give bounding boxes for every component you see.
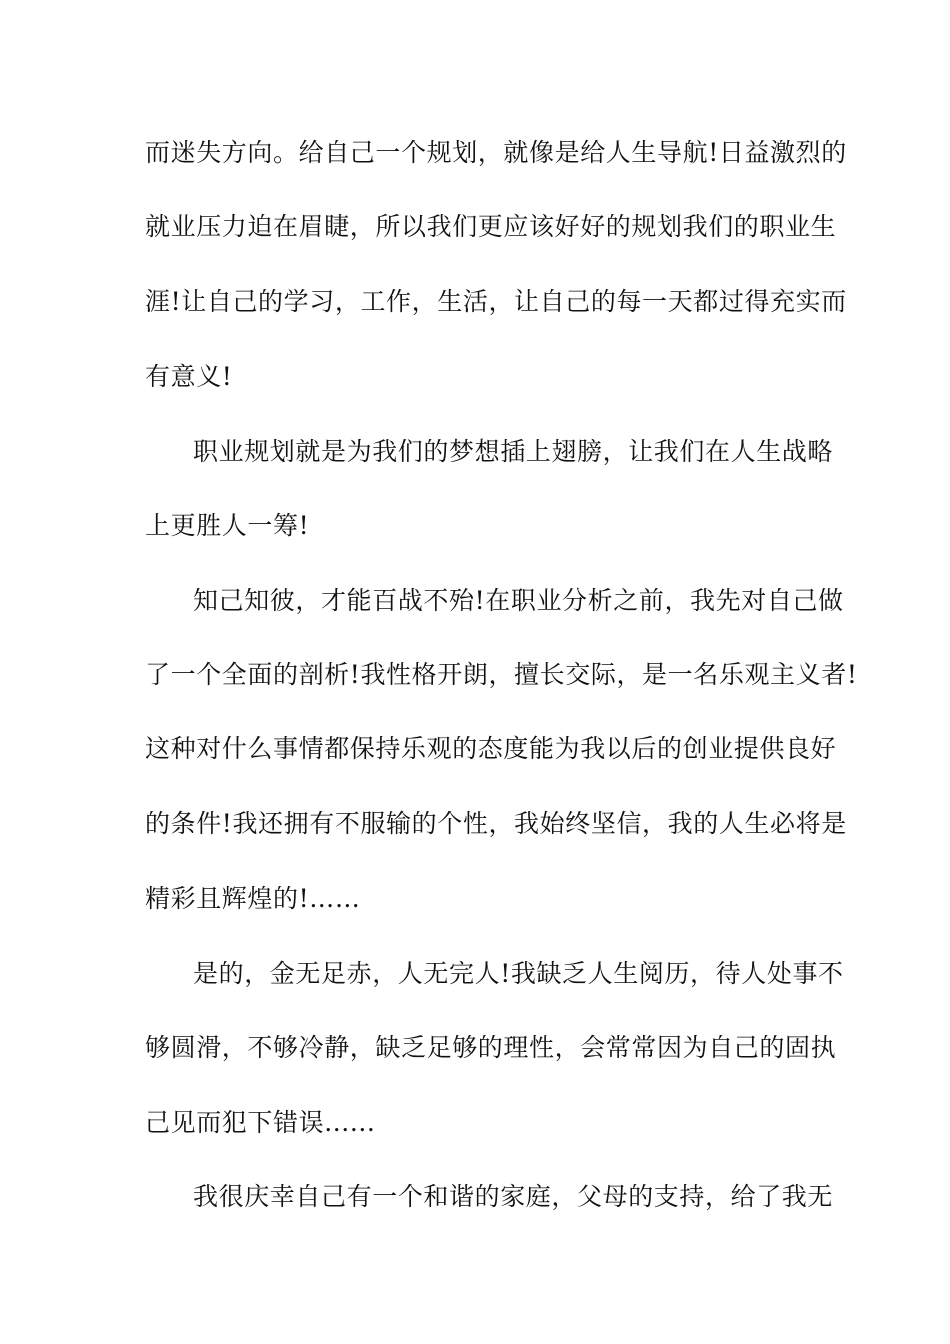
text-line: 这种对什么事情都保持乐观的态度能为我以后的创业提供良好 [145, 734, 837, 763]
text-line: 了一个全面的剖析!我性格开朗，擅长交际，是一名乐观主义者! [145, 660, 858, 689]
paragraph-first-line: 是的，金无足赤，人无完人!我缺乏人生阅历，待人处事不 [193, 959, 844, 988]
text-line: 而迷失方向。给自己一个规划，就像是给人生导航!日益激烈的 [145, 138, 847, 167]
text-line: 己见而犯下错误...... [145, 1108, 376, 1137]
paragraph-first-line: 知己知彼，才能百战不殆!在职业分析之前，我先对自己做 [193, 586, 844, 615]
text-line: 的条件!我还拥有不服输的个性，我始终坚信，我的人生必将是 [145, 809, 847, 838]
text-line: 有意义! [145, 362, 233, 391]
text-line: 就业压力迫在眉睫，所以我们更应该好好的规划我们的职业生 [145, 212, 837, 241]
text-line: 上更胜人一筹! [145, 511, 310, 540]
text-line: 够圆滑，不够冷静，缺乏足够的理性，会常常因为自己的固执 [145, 1033, 837, 1062]
paragraph-first-line: 我很庆幸自己有一个和谐的家庭，父母的支持，给了我无 [193, 1182, 834, 1211]
text-line: 涯!让自己的学习，工作，生活，让自己的每一天都过得充实而 [145, 287, 847, 316]
paragraph-first-line: 职业规划就是为我们的梦想插上翅膀，让我们在人生战略 [193, 437, 834, 466]
text-line: 精彩且辉煌的!…… [145, 884, 361, 913]
